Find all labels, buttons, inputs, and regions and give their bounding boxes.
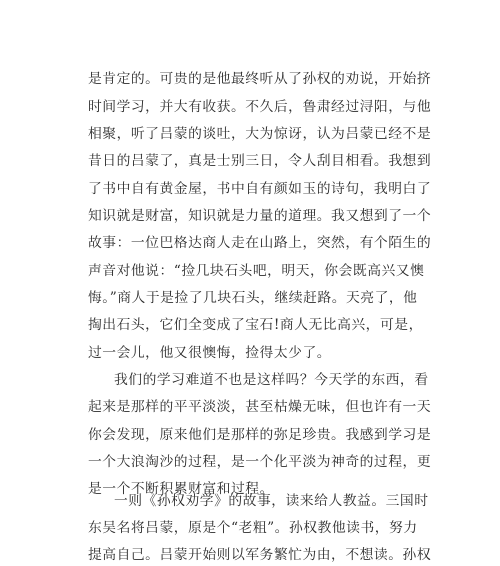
text-line-9: 悔。”商人于是捡了几块石头，继续赶路。天亮了，他 <box>88 290 418 306</box>
text-line-1: 是肯定的。可贵的是他最终听从了孙权的劝说，开始挤 <box>88 71 432 87</box>
text-line-16: 是一个不断积累财富和过程。 <box>88 481 274 497</box>
text-line-2: 时间学习，并大有收获。不久后，鲁肃经过浔阳，与他 <box>88 99 432 115</box>
text-line-4: 昔日的吕蒙了，真是士别三日，令人刮目相看。我想到 <box>88 153 432 169</box>
text-line-5: 了书中自有黄金屋，书中自有颜如玉的诗句，我明白了 <box>88 181 432 197</box>
paragraph-3-first-line: 一则《孙权劝学》的故事，读来给人教益。三国时 <box>114 493 429 509</box>
text-line-7: 故事：一位巴格达商人走在山路上，突然，有个陌生的 <box>88 235 432 251</box>
text-line-3: 相聚，听了吕蒙的谈吐，大为惊讶，认为吕蒙已经不是 <box>88 126 432 142</box>
text-line-15: 一个大浪淘沙的过程，是一个化平淡为神奇的过程，更 <box>88 454 432 470</box>
paragraph-2-first-line: 我们的学习难道不也是这样吗？今天学的东西，看 <box>114 372 429 388</box>
text-line-18: 东吴名将吕蒙，原是个“老粗”。孙权教他读书，努力 <box>88 520 418 536</box>
text-line-6: 知识就是财富，知识就是力量的道理。我又想到了一个 <box>88 208 432 224</box>
text-line-8: 声音对他说：“捡几块石头吧，明天，你会既高兴又懊 <box>88 263 425 279</box>
text-line-14: 你会发现，原来他们是那样的弥足珍贵。我感到学习是 <box>88 427 432 443</box>
text-line-10: 掏出石头，它们全变成了宝石!商人无比高兴，可是， <box>88 317 423 333</box>
text-line-11: 过一会儿，他又很懊悔，捡得太少了。 <box>88 345 332 361</box>
text-line-19: 提高自己。吕蒙开始则以军务繁忙为由，不想读。孙权 <box>88 547 432 563</box>
text-line-13: 起来是那样的平平淡淡，甚至枯燥无味，但也许有一天 <box>88 399 432 415</box>
